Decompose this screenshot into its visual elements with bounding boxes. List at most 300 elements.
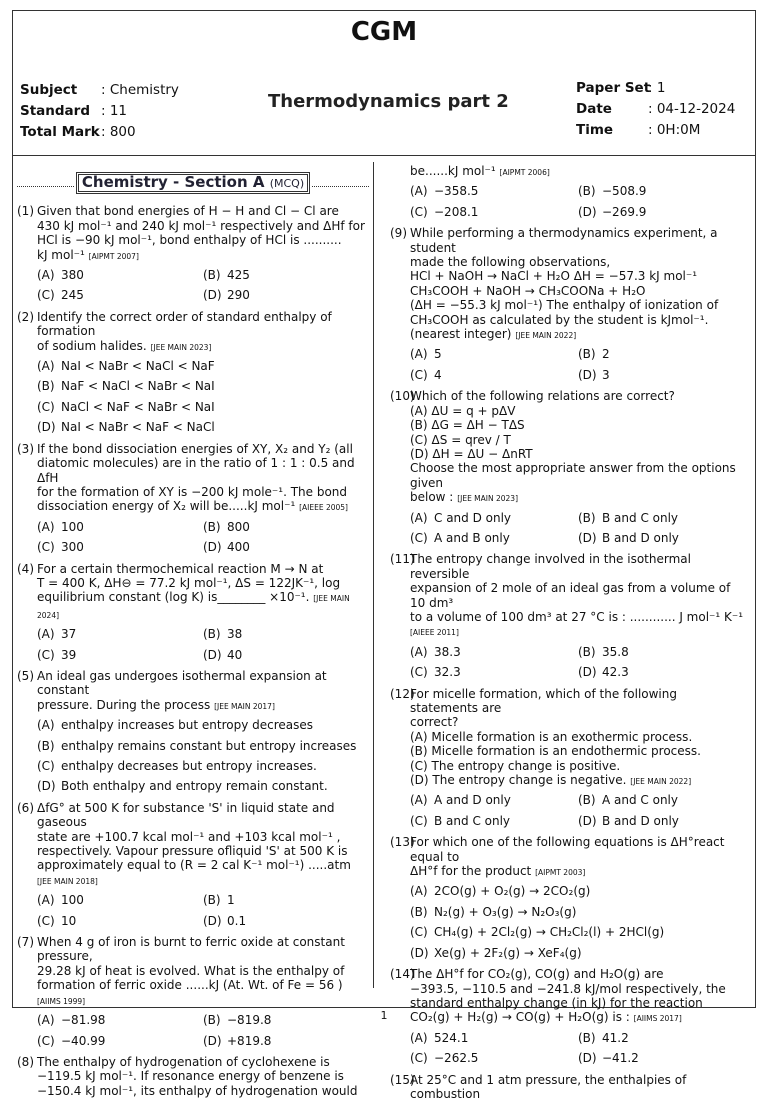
question-body	[37, 935, 369, 1052]
answer-option[interactable]	[578, 665, 746, 679]
stem-line: formation of ferric oxide ......kJ (At. Wt. of Fe = 56 ) [AIIMS 1999]	[37, 978, 343, 1006]
option-letter: (D)	[37, 779, 56, 794]
option-text: NaCl < NaF < NaBr < NaI	[61, 399, 215, 414]
stem-line: kJ mol⁻¹ [AIPMT 2007]	[37, 247, 139, 262]
answer-option[interactable]	[37, 420, 369, 434]
answer-option[interactable]	[578, 368, 746, 382]
option-letter: (D)	[578, 665, 597, 680]
source-tag: [AIIMS 2017]	[633, 1014, 682, 1024]
option-text: 10	[61, 913, 77, 928]
option-text: 42.3	[602, 665, 629, 680]
question-stem	[410, 164, 746, 180]
answer-option[interactable]	[37, 739, 369, 753]
option-letter: (B)	[578, 347, 596, 362]
stem-line: 29.28 kJ of heat is evolved. What is the enthalpy of	[37, 963, 345, 978]
option-text: 3	[602, 367, 610, 382]
source-tag: [JEE MAIN 2023]	[457, 494, 519, 504]
answer-option[interactable]	[410, 531, 578, 545]
option-list	[410, 511, 746, 546]
answer-option[interactable]	[203, 268, 369, 282]
date-value: : 04-12-2024	[648, 101, 736, 117]
option-list	[410, 645, 746, 680]
question-stem	[37, 310, 369, 355]
answer-option[interactable]	[578, 531, 746, 545]
question-stem	[37, 1055, 369, 1098]
question-number: (14)	[390, 967, 415, 982]
answer-option[interactable]	[410, 347, 578, 361]
answer-option[interactable]	[203, 520, 369, 534]
subject-label: Subject	[20, 82, 78, 98]
option-text: A and C only	[602, 793, 678, 808]
stem-line: (A) ΔU = q + pΔV	[410, 403, 516, 418]
stem-line: of sodium halides. [JEE MAIN 2023]	[37, 338, 212, 353]
brand-logo: CGM	[350, 17, 418, 47]
question	[17, 310, 369, 439]
option-letter: (B)	[37, 738, 55, 753]
dotted-leader	[17, 186, 74, 187]
stem-line: CH₃COOH as calculated by the student is kJmol⁻¹.	[410, 312, 709, 327]
answer-option[interactable]	[410, 645, 578, 659]
option-list	[37, 520, 369, 555]
option-letter: (B)	[410, 904, 428, 919]
answer-option[interactable]	[37, 914, 203, 928]
answer-option[interactable]	[37, 540, 203, 554]
question-number: (2)	[17, 309, 34, 324]
option-list	[410, 347, 746, 382]
answer-option[interactable]	[37, 268, 203, 282]
option-letter: (A)	[37, 627, 55, 642]
stem-line: The entropy change involved in the isothermal reversible	[410, 552, 691, 581]
option-text: 290	[227, 288, 250, 303]
source-tag: [AIEEE 2011]	[410, 628, 459, 638]
column-divider	[373, 162, 374, 988]
stem-line: CH₃COOH + NaOH → CH₃COONa + H₂O	[410, 283, 646, 298]
source-tag: [AIPMT 2003]	[535, 868, 586, 878]
answer-option[interactable]	[578, 347, 746, 361]
stem-line: ΔH°f for the product [AIPMT 2003]	[410, 864, 586, 879]
question-stem	[37, 204, 369, 264]
option-list	[37, 359, 369, 435]
stem-line: −119.5 kJ mol⁻¹. If resonance energy of benzene is	[37, 1069, 344, 1084]
dotted-leader	[312, 186, 369, 187]
option-letter: (B)	[203, 1013, 221, 1028]
option-letter: (A)	[37, 893, 55, 908]
option-text: B and D only	[602, 813, 679, 828]
question-body	[37, 310, 369, 439]
option-letter: (C)	[37, 913, 55, 928]
option-letter: (C)	[410, 530, 428, 545]
answer-option[interactable]	[410, 368, 578, 382]
option-text: 100	[61, 893, 84, 908]
question	[390, 687, 746, 833]
answer-option[interactable]	[410, 511, 578, 525]
stem-line: (C) ΔS = qrev / T	[410, 432, 511, 447]
option-text: 1	[227, 893, 235, 908]
option-text: NaI < NaBr < NaCl < NaF	[61, 359, 215, 374]
answer-option[interactable]	[410, 1051, 578, 1065]
option-text: 2	[602, 347, 610, 362]
stem-line: For micelle formation, which of the following statements are	[410, 686, 677, 715]
option-text: enthalpy increases but entropy decreases	[61, 718, 314, 733]
question-stem	[37, 801, 369, 889]
option-letter: (B)	[578, 644, 596, 659]
answer-option[interactable]	[203, 1034, 369, 1048]
option-list	[37, 718, 369, 794]
answer-option[interactable]	[578, 184, 746, 198]
question-stem	[37, 935, 369, 1009]
answer-option[interactable]	[37, 893, 203, 907]
option-letter: (A)	[410, 644, 428, 659]
option-text: 4	[434, 367, 442, 382]
option-letter: (A)	[37, 718, 55, 733]
stem-line: Given that bond energies of H − H and Cl − Cl are	[37, 204, 339, 219]
answer-option[interactable]	[37, 400, 369, 414]
question-number: (9)	[390, 226, 407, 241]
option-text: NaI < NaBr < NaF < NaCl	[61, 420, 215, 435]
stem-line: (B) ΔG = ΔH − TΔS	[410, 418, 525, 433]
answer-option[interactable]	[578, 793, 746, 807]
option-text: N₂(g) + O₃(g) → N₂O₃(g)	[434, 904, 577, 919]
question-body	[37, 1055, 369, 1102]
answer-option[interactable]	[410, 946, 746, 960]
question-number: (1)	[17, 204, 34, 219]
option-text: 38.3	[434, 644, 461, 659]
question	[17, 204, 369, 306]
source-tag: [JEE MAIN 2022]	[630, 777, 692, 787]
option-letter: (C)	[410, 925, 428, 940]
question-body	[410, 164, 746, 223]
option-text: A and B only	[434, 530, 510, 545]
stem-line: Identify the correct order of standard enthalpy of formation	[37, 309, 332, 339]
option-list	[410, 184, 746, 219]
source-tag: [JEE MAIN 2018]	[37, 876, 98, 886]
option-letter: (C)	[410, 813, 428, 828]
option-letter: (C)	[410, 1051, 428, 1066]
answer-option[interactable]	[37, 718, 369, 732]
right-question-list	[390, 164, 746, 1105]
option-letter: (D)	[578, 530, 597, 545]
stem-line: Which of the following relations are correct?	[410, 389, 675, 404]
answer-option[interactable]	[203, 893, 369, 907]
question	[390, 389, 746, 549]
stem-line: be......kJ mol⁻¹ [AIPMT 2006]	[410, 164, 550, 178]
option-letter: (C)	[37, 759, 55, 773]
option-list	[37, 893, 369, 928]
question-body	[410, 1073, 746, 1106]
option-text: 39	[61, 647, 77, 662]
source-tag: [AIEEE 2005]	[299, 503, 348, 513]
option-text: 524.1	[434, 1030, 469, 1045]
stem-line: respectively. Vapour pressure ofliquid 'S' at 500 K is	[37, 844, 348, 859]
stem-line: dissociation energy of X₂ will be.....kJ mol⁻¹ [AIEEE 2005]	[37, 499, 348, 514]
question-stem	[37, 669, 369, 714]
option-text: 425	[227, 268, 250, 283]
option-list	[410, 793, 746, 828]
option-letter: (A)	[37, 359, 55, 374]
option-text: 32.3	[434, 665, 461, 680]
option-text: 245	[61, 288, 84, 303]
answer-option[interactable]	[578, 1031, 746, 1045]
question	[17, 442, 369, 559]
option-letter: (D)	[578, 204, 597, 219]
stem-line: When 4 g of iron is burnt to ferric oxide at constant pressure,	[37, 935, 345, 964]
question-number: (12)	[390, 686, 415, 701]
stem-line: (C) The entropy change is positive.	[410, 758, 621, 773]
stem-line: For a certain thermochemical reaction M → N at	[37, 561, 324, 576]
answer-option[interactable]	[203, 540, 369, 554]
question	[17, 935, 369, 1052]
option-letter: (A)	[410, 510, 428, 525]
stem-line: The ΔH°f for CO₂(g), CO(g) and H₂O(g) are	[410, 967, 664, 982]
answer-option[interactable]	[410, 793, 578, 807]
answer-option[interactable]	[578, 814, 746, 828]
stem-line: ΔfG° at 500 K for substance 'S' in liquid state and gaseous	[37, 800, 335, 830]
option-letter: (D)	[203, 288, 222, 303]
option-text: −208.1	[434, 204, 479, 219]
option-letter: (D)	[578, 367, 597, 382]
stem-line: below : [JEE MAIN 2023]	[410, 490, 519, 505]
answer-option[interactable]	[37, 288, 203, 302]
stem-line: 430 kJ mol⁻¹ and 240 kJ mol⁻¹ respectively and ΔHf for	[37, 218, 365, 233]
answer-option[interactable]	[410, 814, 578, 828]
stem-line: pressure. During the process [JEE MAIN 2017]	[37, 697, 275, 712]
question-number: (15)	[390, 1072, 415, 1087]
stem-line: While performing a thermodynamics experiment, a student	[410, 226, 718, 255]
question-stem	[410, 552, 746, 640]
answer-option[interactable]	[578, 645, 746, 659]
section-subtitle: (MCQ)	[269, 177, 305, 190]
question-number: (13)	[390, 835, 415, 850]
stem-line: state are +100.7 kcal mol⁻¹ and +103 kcal mol⁻¹ ,	[37, 829, 341, 844]
option-text: CH₄(g) + 2Cl₂(g) → CH₂Cl₂(l) + 2HCl(g)	[434, 925, 665, 940]
option-text: 2CO(g) + O₂(g) → 2CO₂(g)	[434, 884, 591, 899]
option-letter: (D)	[203, 1033, 222, 1048]
question-number: (11)	[390, 552, 415, 567]
option-text: 0.1	[227, 913, 247, 928]
option-letter: (B)	[578, 793, 596, 808]
answer-option[interactable]	[37, 379, 369, 393]
section-title-text: Chemistry - Section A	[81, 173, 265, 191]
question	[17, 801, 369, 932]
answer-option[interactable]	[37, 520, 203, 534]
paper-set-label: Paper Set	[576, 80, 651, 96]
stem-line: −393.5, −110.5 and −241.8 kJ/mol respectively, the	[410, 981, 726, 996]
question-number: (4)	[17, 561, 34, 576]
stem-line: CO₂(g) + H₂(g) → CO(g) + H₂O(g) is : [AIIMS 2017]	[410, 1010, 682, 1025]
paper-set-value: : 1	[648, 80, 666, 96]
stem-line: HCl + NaOH → NaCl + H₂O ΔH = −57.3 kJ mol⁻¹	[410, 269, 698, 284]
stem-line: −150.4 kJ mol⁻¹, its enthalpy of hydrogenation would	[37, 1083, 358, 1098]
option-list	[410, 884, 746, 960]
stem-line: expansion of 2 mole of an ideal gas from a volume of 10 dm³	[410, 581, 731, 610]
option-text: A and D only	[434, 793, 511, 808]
question	[390, 226, 746, 386]
question	[17, 562, 369, 666]
date-label: Date	[576, 101, 612, 117]
option-text: 35.8	[602, 644, 629, 659]
option-text: enthalpy remains constant but entropy increases	[61, 738, 357, 753]
option-letter: (B)	[203, 268, 221, 283]
stem-line: (D) ΔH = ΔU − ΔnRT	[410, 446, 533, 461]
section-title	[76, 172, 310, 194]
answer-option[interactable]	[578, 205, 746, 219]
option-text: +819.8	[227, 1033, 272, 1048]
option-letter: (B)	[203, 893, 221, 908]
option-letter: (B)	[203, 627, 221, 642]
answer-option[interactable]	[37, 648, 203, 662]
source-tag: [JEE MAIN 2017]	[214, 701, 275, 711]
option-text: 5	[434, 347, 442, 362]
option-letter: (C)	[37, 288, 55, 303]
option-text: C and D only	[434, 510, 512, 525]
question-body	[37, 562, 369, 666]
page-number: 1	[380, 1009, 388, 1022]
option-letter: (B)	[578, 1030, 596, 1045]
question-stem	[410, 389, 746, 506]
option-text: −819.8	[227, 1013, 272, 1028]
source-tag: [AIPMT 2006]	[499, 168, 550, 177]
question-body	[410, 552, 746, 683]
option-list	[37, 627, 369, 662]
question-stem	[410, 835, 746, 880]
answer-option[interactable]	[578, 1051, 746, 1065]
question-number: (6)	[17, 800, 34, 815]
time-label: Time	[576, 122, 614, 138]
answer-option[interactable]	[37, 627, 203, 641]
option-text: Xe(g) + 2F₂(g) → XeF₄(g)	[434, 945, 582, 960]
left-question-list	[17, 204, 369, 1102]
stem-line: The enthalpy of hydrogenation of cyclohexene is	[37, 1054, 330, 1069]
stem-line: diatomic molecules) are in the ratio of 1 : 1 : 0.5 and ΔfH	[37, 456, 355, 485]
answer-option[interactable]	[37, 759, 369, 773]
question	[390, 835, 746, 964]
total-mark-label: Total Mark	[20, 124, 100, 140]
question-body	[37, 204, 369, 306]
option-letter: (B)	[578, 184, 596, 199]
stem-line: T = 400 K, ΔH⊖ = 77.2 kJ mol⁻¹, ΔS = 122JK⁻¹, log	[37, 575, 341, 590]
standard-label: Standard	[20, 103, 90, 119]
option-letter: (D)	[578, 813, 597, 828]
answer-option[interactable]	[37, 779, 369, 793]
option-letter: (D)	[203, 540, 222, 555]
option-letter: (B)	[578, 510, 596, 525]
question	[390, 552, 746, 683]
answer-option[interactable]	[203, 914, 369, 928]
option-list	[37, 268, 369, 303]
option-text: 800	[227, 519, 250, 534]
stem-line: made the following observations,	[410, 255, 611, 270]
stem-line: correct?	[410, 715, 459, 730]
answer-option[interactable]	[37, 1034, 203, 1048]
meta-left	[20, 80, 179, 143]
answer-option[interactable]	[203, 648, 369, 662]
stem-line: (D) The entropy change is negative. [JEE MAIN 2022]	[410, 773, 692, 788]
option-text: enthalpy decreases but entropy increases.	[61, 759, 317, 773]
answer-option[interactable]	[410, 205, 578, 219]
stem-line: (nearest integer) [JEE MAIN 2022]	[410, 327, 577, 342]
answer-option[interactable]	[578, 511, 746, 525]
question-body	[37, 801, 369, 932]
option-text: −40.99	[61, 1033, 106, 1048]
option-text: −358.5	[434, 184, 479, 199]
source-tag: [JEE MAIN 2024]	[37, 594, 350, 620]
stem-line: for the formation of XY is −200 kJ mole⁻¹. The bond	[37, 484, 348, 499]
question-body	[410, 687, 746, 833]
stem-line: An ideal gas undergoes isothermal expansion at constant	[37, 668, 327, 698]
source-tag: [JEE MAIN 2023]	[150, 342, 212, 352]
option-text: 400	[227, 540, 250, 555]
question	[390, 1073, 746, 1106]
option-letter: (A)	[37, 1013, 55, 1028]
question-stem	[410, 1073, 746, 1102]
option-letter: (B)	[203, 519, 221, 534]
option-letter: (D)	[578, 1051, 597, 1066]
option-letter: (C)	[37, 399, 55, 414]
option-letter: (A)	[410, 347, 428, 362]
option-letter: (C)	[410, 665, 428, 680]
answer-option[interactable]	[410, 925, 746, 939]
right-column	[390, 164, 746, 1108]
question-number: (7)	[17, 935, 34, 950]
option-text: Both enthalpy and entropy remain constant.	[61, 779, 328, 794]
stem-line: to a volume of 100 dm³ at 27 °C is : ............ J mol⁻¹ K⁻¹ [AIEEE 2011]	[410, 609, 744, 638]
option-letter: (B)	[37, 379, 55, 394]
answer-option[interactable]	[410, 665, 578, 679]
option-text: B and C only	[434, 813, 511, 828]
question-body	[37, 669, 369, 798]
stem-line: Choose the most appropriate answer from the options given	[410, 461, 736, 490]
option-letter: (D)	[203, 913, 222, 928]
answer-option[interactable]	[203, 627, 369, 641]
stem-line: approximately equal to (R = 2 cal K⁻¹ mol⁻¹) .....atm [JEE MAIN 2018]	[37, 858, 351, 886]
question-number: (8)	[17, 1054, 34, 1069]
option-text: 300	[61, 540, 84, 555]
option-letter: (C)	[410, 204, 428, 219]
answer-option[interactable]	[37, 359, 369, 373]
option-letter: (C)	[37, 1033, 55, 1048]
option-letter: (A)	[410, 884, 428, 899]
source-tag: [JEE MAIN 2022]	[515, 331, 577, 341]
question-stem	[37, 442, 369, 516]
stem-line: standard enthalpy change (in kJ) for the reaction	[410, 995, 703, 1010]
question-stem	[410, 687, 746, 790]
option-letter: (A)	[37, 519, 55, 534]
option-text: 41.2	[602, 1030, 629, 1045]
question-body	[37, 442, 369, 559]
option-text: B and D only	[602, 530, 679, 545]
option-text: 380	[61, 268, 84, 283]
option-list	[410, 1031, 746, 1066]
option-letter: (A)	[410, 1030, 428, 1045]
answer-option[interactable]	[410, 1031, 578, 1045]
option-letter: (C)	[37, 540, 55, 555]
option-letter: (A)	[37, 268, 55, 283]
question	[17, 1055, 369, 1102]
stem-line: HCl is −90 kJ mol⁻¹, bond enthalpy of HCl is ..........	[37, 233, 342, 248]
option-text: −262.5	[434, 1051, 479, 1066]
answer-option[interactable]	[410, 905, 746, 919]
answer-option[interactable]	[410, 884, 746, 898]
question-number: (10)	[390, 389, 415, 404]
answer-option[interactable]	[410, 184, 578, 198]
stem-line: (B) Micelle formation is an endothermic process.	[410, 744, 701, 759]
document-title: Thermodynamics part 2	[268, 91, 509, 112]
header-divider	[13, 155, 755, 156]
subject-value: : Chemistry	[101, 82, 179, 98]
option-text: 40	[227, 647, 243, 662]
answer-option[interactable]	[203, 288, 369, 302]
question-body	[410, 226, 746, 386]
